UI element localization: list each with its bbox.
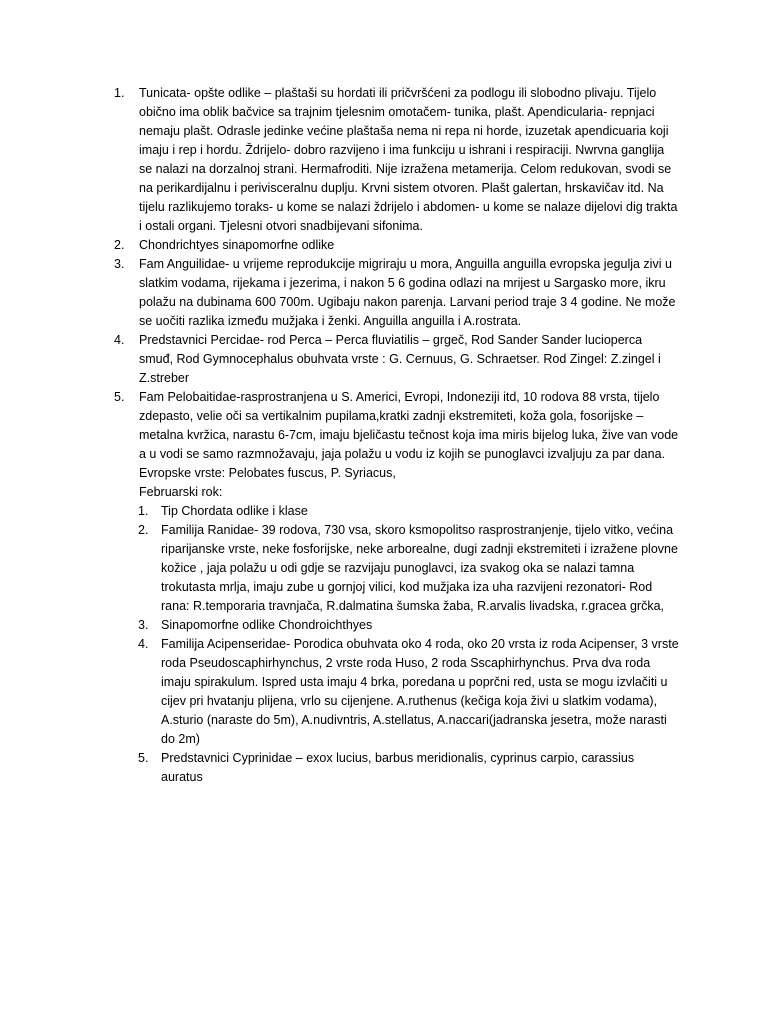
february-list bbox=[139, 502, 679, 787]
list-item bbox=[0, 236, 679, 255]
item-number: 2. bbox=[114, 238, 125, 252]
list-item bbox=[0, 84, 679, 236]
item-text: Predstavnici Percidae- rod Perca – Perca fluviatilis – grgeč, Rod Sander Sander lucioperca smuđ, Rod Gymnocephalus obuhvata vrste : G. Cernuus, G. Schraetser. Rod Zingel: Z.zingel i Z.streber bbox=[139, 333, 661, 385]
item-text: Fam Pelobaitidae-rasprostranjena u S. Americi, Evropi, Indoneziji itd, 10 rodova 88 vrsta, tijelo zdepasto, velie oči sa vertikalnim pupilama,kratki zadnji ekstremiteti, koža gola, fosorijske – metalna kvržica, narastu 6-7cm, imaju bjeličastu tečnost koja ima miris bijelog luka, žive van vode a u vodi se samo razmnožavaju, jaja polažu u vodu iz kojih se punoglavci izvaljuju za par dana. Evropske vrste: Pelobates fuscus, P. Syriacus, bbox=[139, 390, 679, 480]
sub-list-item bbox=[139, 616, 679, 635]
item-number: 5. bbox=[114, 390, 125, 404]
list-item bbox=[0, 388, 679, 787]
main-list bbox=[0, 84, 768, 787]
sub-item-number: 3. bbox=[138, 618, 149, 632]
sub-item-number: 5. bbox=[138, 751, 149, 765]
sub-item-text: Familija Acipenseridae- Porodica obuhvata oko 4 roda, oko 20 vrsta iz roda Acipenser, 3 vrste roda Pseudoscaphirhynchus, 2 vrste roda Huso, 2 roda Sscaphirhynchus. Prva dva roda imaju spirakulum. Ispred usta imaju 4 brka, poredana u poprčni red, usta se mogu izvlačiti u cijev pri hvatanju plijena, vrlo su cijenjene. A.ruthenus (kečiga koja živi u slatkim vodama), A.sturio (naraste do 5m), A.nudivntris, A.stellatus, A.naccari(jadranska jesetra, može narasti do 2m) bbox=[161, 637, 679, 746]
sub-list-item bbox=[139, 749, 679, 787]
item-number: 3. bbox=[114, 257, 125, 271]
sub-list-item bbox=[139, 502, 679, 521]
item-number: 1. bbox=[114, 86, 125, 100]
february-heading: Februarski rok: bbox=[139, 485, 223, 499]
sub-list-item bbox=[139, 635, 679, 749]
item-text: Fam Anguilidae- u vrijeme reprodukcije migriraju u mora, Anguilla anguilla evropska jegulja zivi u slatkim vodama, rijekama i jezerima, i nakon 5 6 godina odlazi na mrijest u Sargasko more, ikru polažu na dubinama 600 700m. Ugibaju nakon parenja. Larvani period traje 3 4 godine. Ne može se uočiti razlika između mužjaka i ženki. Anguilla anguilla i A.rostrata. bbox=[139, 257, 676, 328]
list-item bbox=[0, 255, 679, 331]
sub-item-text: Predstavnici Cyprinidae – exox lucius, barbus meridionalis, cyprinus carpio, carassius auratus bbox=[161, 751, 635, 784]
sub-item-number: 1. bbox=[138, 504, 149, 518]
sub-item-number: 2. bbox=[138, 523, 149, 537]
list-item bbox=[0, 331, 679, 388]
item-text: Tunicata- opšte odlike – plaštaši su hordati ili pričvršćeni za podlogu ili slobodno plivaju. Tijelo obično ima oblik bačvice sa trajnim tjelesnim omotačem- tunika, plašt. Apendicularia- repnjaci nemaju plašt. Odrasle jedinke većine plaštaša nema ni repa ni horde, izuzetak apendicuaria koji imaju i rep i hordu. Ždrijelo- dobro razvijeno i ima funkciju u ishrani i respiraciji. Nwrvna ganglija se nalazi na dorzalnoj strani. Hermafroditi. Nije izražena metamerija. Celom redukovan, svodi se na perikardijalnu i perivisceralnu duplju. Krvni sistem otvoren. Plašt galertan, hrskavičav itd. Na tijelu razlikujemo toraks- u kome se nalazi ždrijelo i abdomen- u kome se nalaze dijelovi dig trakta i ostali organi. Tjelesni otvori snadbijevani sifonima. bbox=[139, 86, 678, 233]
sub-item-text: Sinapomorfne odlike Chondroichthyes bbox=[161, 618, 373, 632]
sub-item-text: Familija Ranidae- 39 rodova, 730 vsa, skoro ksmopolitso rasprostranjenje, tijelo vitko, većina riparijanske vrste, neke fosforijske, neke arborealne, dugi zadnji ekstremiteti i izražene plovne kožice , jaja polažu u odi gdje se razvijaju punoglavci, iza svakog oka se nalazi tamna trokutasta mrlja, imaju zube u gornjoj vilici, kod mužjaka iza uha razvijeni rezonatori- Rod rana: R.temporaria travnjača, R.dalmatina šumska žaba, R.arvalis livadska, r.gracea grčka, bbox=[161, 523, 678, 613]
sub-item-text: Tip Chordata odlike i klase bbox=[161, 504, 308, 518]
item-text: Chondrichtyes sinapomorfne odlike bbox=[139, 238, 335, 252]
sub-list-item bbox=[139, 521, 679, 616]
item-number: 4. bbox=[114, 333, 125, 347]
sub-item-number: 4. bbox=[138, 637, 149, 651]
